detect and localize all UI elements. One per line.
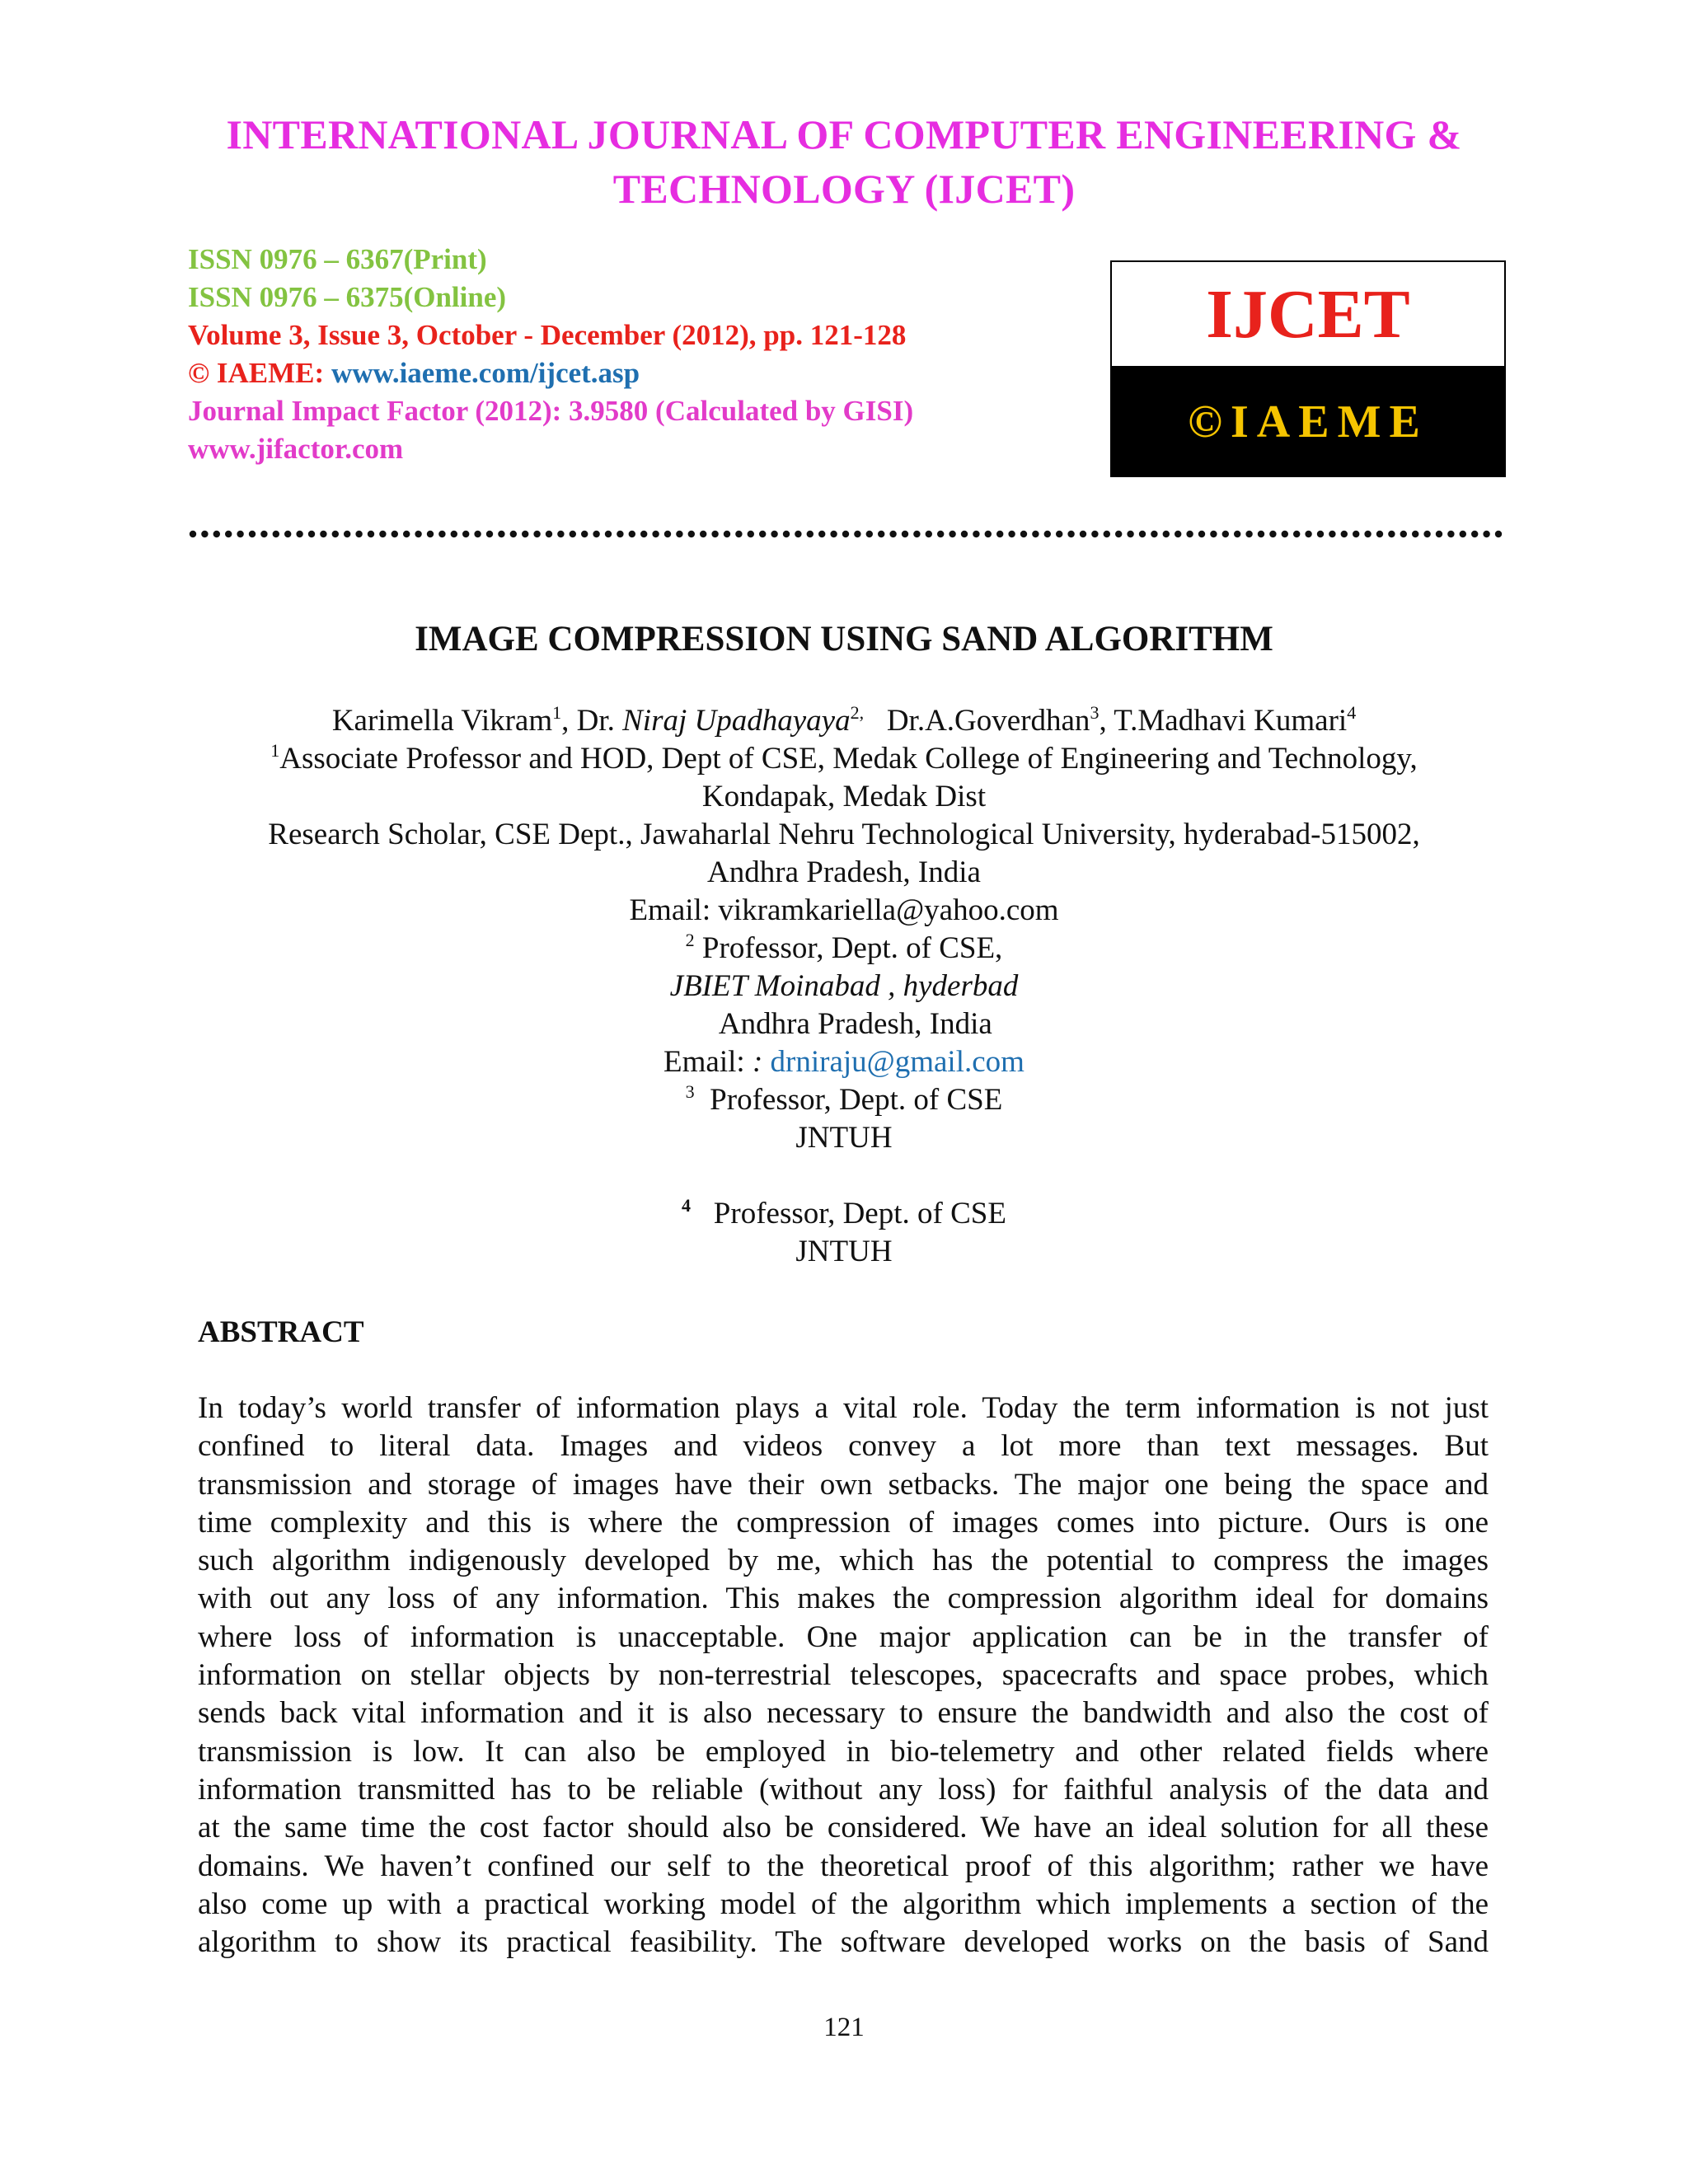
author-3-sup: 3	[1090, 702, 1100, 723]
email-2-colon: :	[752, 1045, 763, 1079]
copyright-line	[188, 354, 913, 392]
journal-meta	[188, 241, 913, 468]
abstract-line: time complexity and this is where the compression of images comes into picture. Ours is one	[198, 1505, 1489, 1540]
author-line	[124, 702, 1564, 740]
email-2-label: Email:	[663, 1045, 753, 1079]
abstract-heading: ABSTRACT	[198, 1315, 364, 1349]
affil-1-line2: Kondapak, Medak Dist	[701, 780, 987, 813]
author-4: T.Madhavi Kumari	[1114, 704, 1348, 738]
logo-subtitle: ©IAEME	[1112, 366, 1504, 477]
affil-4-sup: 4	[682, 1195, 692, 1216]
affil-2-line1: Professor, Dept. of CSE,	[694, 931, 1003, 965]
dotted-divider	[188, 524, 1505, 544]
affil-spacer	[124, 1157, 1564, 1195]
issn-print: ISSN 0976 – 6367(Print)	[188, 243, 487, 275]
affil-3-line2: JNTUH	[795, 1121, 893, 1155]
author-3: Dr.A.Goverdhan	[886, 704, 1090, 738]
issn-online: ISSN 0976 – 6375(Online)	[188, 281, 507, 313]
affil-2-line2	[124, 968, 1564, 1005]
journal-title	[124, 107, 1564, 216]
journal-title-line2: TECHNOLOGY (IJCET)	[612, 166, 1076, 212]
abstract-line: at the same time the cost factor should also be considered. We have an ideal solution for all these	[198, 1811, 1489, 1845]
abstract-body	[198, 1390, 1489, 1961]
affil-2-institute: JBIET Moinabad , hyderbad	[669, 969, 1019, 1003]
abstract-line: with out any loss of any information. This makes the compression algorithm ideal for domains	[198, 1582, 1489, 1616]
volume-info: Volume 3, Issue 3, October - December (2012), pp. 121-128	[188, 319, 907, 351]
affil-1-line1: Associate Professor and HOD, Dept of CSE, Medak College of Engineering and Technology,	[279, 742, 1418, 776]
affiliation-2	[124, 930, 1564, 968]
abstract-line: information transmitted has to be reliable (without any loss) for faithful analysis of the data and	[198, 1772, 1489, 1807]
author-sep: , Dr.	[561, 704, 623, 738]
affil-2-sup: 2	[685, 930, 695, 950]
email-2-link[interactable]: drniraju@gmail.com	[770, 1045, 1025, 1079]
author-4-sup: 4	[1347, 702, 1357, 723]
ijcet-logo	[1110, 260, 1506, 477]
iaeme-link[interactable]: www.iaeme.com/ijcet.asp	[331, 357, 640, 389]
abstract-line: where loss of information is unacceptable. One major application can be in the transfer of	[198, 1619, 1489, 1654]
author-1: Karimella Vikram	[331, 704, 553, 738]
abstract-line: domains. We haven’t confined our self to the theoretical proof of this algorithm; rather we have	[198, 1849, 1489, 1883]
affiliation-1	[124, 740, 1564, 778]
author-2: Niraj Upadhayaya	[622, 704, 851, 738]
author-sep: ,	[1099, 704, 1114, 738]
affil-4-line1: Professor, Dept. of CSE	[713, 1197, 1006, 1230]
affiliation-3	[124, 1081, 1564, 1119]
abstract-line: confined to literal data. Images and videos convey a lot more than text messages. But	[198, 1429, 1489, 1464]
abstract-line: algorithm to show its practical feasibility. The software developed works on the basis of Sand	[198, 1925, 1489, 1960]
author-2-sup: 2,	[850, 702, 865, 723]
abstract-line: also come up with a practical working model of the algorithm which implements a section of the	[198, 1886, 1489, 1921]
abstract-line: transmission is low. It can also be employed in bio-telemetry and other related fields where	[198, 1734, 1489, 1769]
jifactor-link[interactable]: www.jifactor.com	[188, 433, 404, 465]
affil-4-line2: JNTUH	[795, 1235, 893, 1268]
logo-title: IJCET	[1112, 262, 1504, 366]
page-number: 121	[823, 2013, 865, 2042]
affil-rs-line2: Andhra Pradesh, India	[707, 855, 981, 889]
author-1-sup: 1	[552, 702, 562, 723]
copyright-prefix: © IAEME:	[188, 357, 331, 389]
abstract-line: sends back vital information and it is also necessary to ensure the bandwidth and also the cost of	[198, 1696, 1489, 1731]
affil-3-line1: Professor, Dept. of CSE	[710, 1083, 1003, 1117]
email-2-line	[124, 1043, 1564, 1081]
affil-2-line3	[124, 1005, 1564, 1043]
abstract-line: In today’s world transfer of information plays a vital role. Today the term information is not just	[198, 1391, 1489, 1425]
impact-factor: Journal Impact Factor (2012): 3.9580 (Calculated by GISI)	[188, 395, 914, 427]
affil-rs-line1: Research Scholar, CSE Dept., Jawaharlal Nehru Technological University, hyderabad-515002,	[268, 818, 1420, 851]
abstract-line: such algorithm indigenously developed by me, which has the potential to compress the images	[198, 1544, 1489, 1578]
abstract-line: transmission and storage of images have their own setbacks. The major one being the space and	[198, 1467, 1489, 1502]
journal-title-line1: INTERNATIONAL JOURNAL OF COMPUTER ENGINEERING &	[226, 111, 1462, 157]
email-1: Email: vikramkariella@yahoo.com	[629, 893, 1059, 927]
paper-title: IMAGE COMPRESSION USING SAND ALGORITHM	[415, 620, 1273, 658]
authors-affiliations	[124, 702, 1564, 1271]
affil-2-location: Andhra Pradesh, India	[718, 1007, 992, 1041]
affiliation-4	[124, 1195, 1564, 1233]
affil-3-sup: 3	[685, 1081, 695, 1102]
affil-1-sup: 1	[270, 740, 280, 761]
abstract-line: information on stellar objects by non-terrestrial telescopes, spacecrafts and space probes, which	[198, 1658, 1489, 1693]
